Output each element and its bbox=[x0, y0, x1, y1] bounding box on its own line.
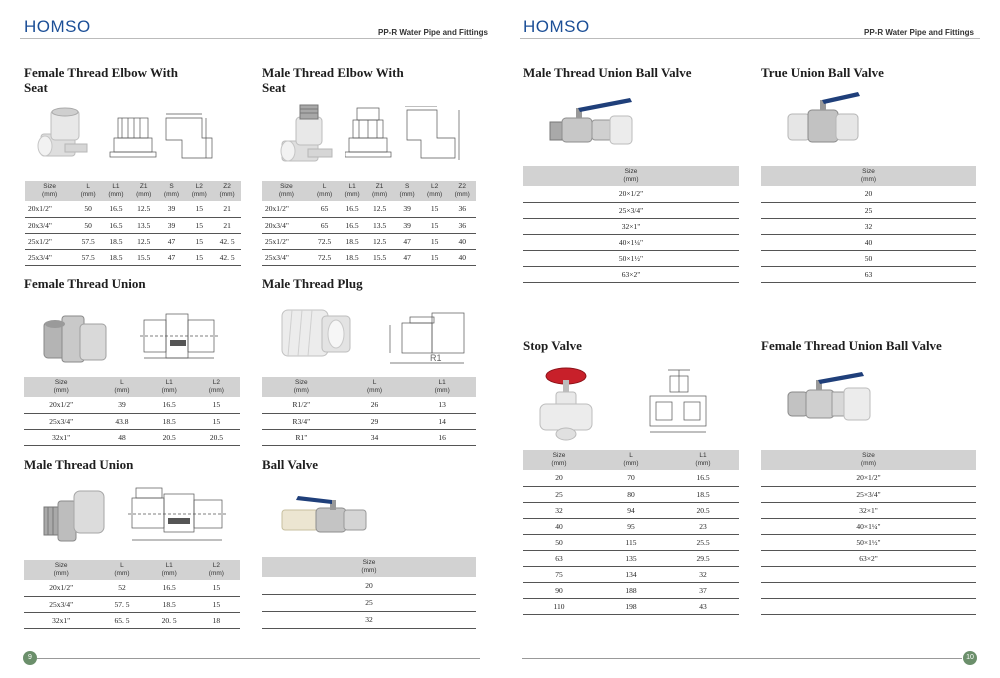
table-row: 63×2" bbox=[761, 550, 976, 566]
table-row: 50 115 25.5 bbox=[523, 534, 739, 550]
table-row: 32x1" 48 20.5 20.5 bbox=[24, 429, 240, 445]
female-thread-union-drawing bbox=[140, 310, 220, 362]
col-header: Z2 (mm) bbox=[213, 181, 241, 201]
male-thread-elbow-photo bbox=[278, 103, 336, 167]
table-header-row bbox=[262, 377, 476, 397]
header-rule-left bbox=[20, 38, 482, 39]
true-union-ball-valve-photo bbox=[786, 90, 866, 146]
table-row: 20x1/2" 39 16.5 15 bbox=[24, 397, 240, 413]
col-header: Size (mm) bbox=[24, 377, 98, 397]
table-row bbox=[761, 598, 976, 614]
table-row: 20x3/4" 65 16.5 13.5 39 15 36 bbox=[262, 217, 476, 233]
spec-table-female-thread-union-ball-valve bbox=[761, 450, 976, 615]
spec-table-male-thread-plug bbox=[262, 377, 476, 446]
section-title-ball-valve: Ball Valve bbox=[262, 457, 318, 472]
female-thread-union-photo bbox=[40, 306, 110, 366]
table-header-row bbox=[262, 557, 476, 577]
col-header: Size (mm) bbox=[761, 166, 976, 186]
series-title-right: PP-R Water Pipe and Fittings bbox=[864, 28, 974, 37]
page-number-left: 9 bbox=[23, 651, 37, 665]
title-line: Male Thread Elbow With bbox=[262, 65, 404, 80]
table-row: 25x1/2" 72.5 18.5 12.5 47 15 40 bbox=[262, 233, 476, 249]
table-row: 20x1/2" 52 16.5 15 bbox=[24, 580, 240, 596]
table-row: R1" 34 16 bbox=[262, 429, 476, 445]
male-thread-plug-photo bbox=[278, 302, 354, 364]
table-row: 63×2" bbox=[523, 266, 739, 282]
brand-logo-right: HOMSO bbox=[523, 17, 590, 36]
male-thread-union-ball-valve-photo bbox=[548, 94, 648, 148]
male-thread-union-photo bbox=[42, 485, 112, 547]
table-row: 110 198 43 bbox=[523, 598, 739, 614]
table-row: 63 135 29.5 bbox=[523, 550, 739, 566]
col-header: L (mm) bbox=[311, 181, 339, 201]
table-row bbox=[761, 566, 976, 582]
table-row: 20x1/2" 50 16.5 12.5 39 15 21 bbox=[25, 201, 241, 217]
table-row: 32×1" bbox=[761, 502, 976, 518]
table-row: 75 134 32 bbox=[523, 566, 739, 582]
table-row: 25x3/4" 57.5 18.5 15.5 47 15 42. 5 bbox=[25, 249, 241, 265]
male-thread-elbow-drawing bbox=[345, 106, 465, 166]
table-row: 40 bbox=[761, 234, 976, 250]
table-row: 20×1/2" bbox=[761, 470, 976, 486]
col-header: L1 (mm) bbox=[667, 450, 739, 470]
table-row: 25 80 18.5 bbox=[523, 486, 739, 502]
table-header-row bbox=[24, 560, 240, 580]
spec-table-ball-valve bbox=[262, 557, 476, 629]
col-header: Size (mm) bbox=[24, 560, 98, 580]
table-row: R1/2" 26 13 bbox=[262, 397, 476, 413]
col-header: L1 (mm) bbox=[102, 181, 130, 201]
page-number-right: 10 bbox=[963, 651, 977, 665]
table-header-row bbox=[761, 450, 976, 470]
spec-table-male-thread-elbow bbox=[262, 181, 476, 266]
table-header-row bbox=[24, 377, 240, 397]
col-header: Size (mm) bbox=[25, 181, 74, 201]
col-header: L (mm) bbox=[341, 377, 409, 397]
table-row: 25x3/4" 57. 5 18.5 15 bbox=[24, 596, 240, 612]
col-header: Z2 (mm) bbox=[448, 181, 476, 201]
col-header: L1 (mm) bbox=[408, 377, 476, 397]
table-row: 20×1/2" bbox=[523, 186, 739, 202]
table-header-row bbox=[262, 181, 476, 201]
table-row: 20x3/4" 50 16.5 13.5 39 15 21 bbox=[25, 217, 241, 233]
col-header: Size (mm) bbox=[262, 377, 341, 397]
section-title-male-thread-union-ball-valve: Male Thread Union Ball Valve bbox=[523, 65, 692, 80]
spec-table-female-thread-elbow bbox=[25, 181, 241, 266]
section-title-stop-valve: Stop Valve bbox=[523, 338, 582, 353]
table-row: 25x1/2" 57.5 18.5 12.5 47 15 42. 5 bbox=[25, 233, 241, 249]
table-row: 25×3/4" bbox=[761, 486, 976, 502]
col-header: L (mm) bbox=[98, 377, 145, 397]
table-row: 32×1" bbox=[523, 218, 739, 234]
spec-table-female-thread-union bbox=[24, 377, 240, 446]
table-row: 32 bbox=[761, 218, 976, 234]
table-row: 25x3/4" 72.5 18.5 15.5 47 15 40 bbox=[262, 249, 476, 265]
col-header: Z1 (mm) bbox=[366, 181, 394, 201]
table-row: 40×1¼" bbox=[761, 518, 976, 534]
svg-text:R1: R1 bbox=[430, 353, 442, 363]
col-header: L2 (mm) bbox=[193, 377, 240, 397]
stop-valve-drawing bbox=[646, 366, 710, 440]
section-title-true-union-ball-valve: True Union Ball Valve bbox=[761, 65, 884, 80]
female-thread-union-ball-valve-photo bbox=[786, 368, 876, 424]
section-title-female-thread-union: Female Thread Union bbox=[24, 276, 146, 291]
table-row: 20x1/2" 65 16.5 12.5 39 15 36 bbox=[262, 201, 476, 217]
table-row: 20 bbox=[761, 186, 976, 202]
table-header-row bbox=[523, 450, 739, 470]
col-header: Z1 (mm) bbox=[130, 181, 158, 201]
spec-table-male-thread-union-ball-valve bbox=[523, 166, 739, 283]
col-header: L2 (mm) bbox=[193, 560, 240, 580]
col-header: L (mm) bbox=[74, 181, 102, 201]
ball-valve-photo bbox=[280, 490, 380, 538]
section-title-female-thread-elbow bbox=[24, 65, 178, 95]
brand-logo-left: HOMSO bbox=[24, 17, 91, 36]
table-header-row bbox=[761, 166, 976, 186]
table-row: 25 bbox=[761, 202, 976, 218]
table-row: 32x1" 65. 5 20. 5 18 bbox=[24, 612, 240, 628]
title-line: Seat bbox=[24, 80, 48, 95]
title-line: Female Thread Elbow With bbox=[24, 65, 178, 80]
section-title-male-thread-union: Male Thread Union bbox=[24, 457, 134, 472]
table-row: 50×1½" bbox=[761, 534, 976, 550]
col-header: L1 (mm) bbox=[338, 181, 366, 201]
header-rule-right bbox=[520, 38, 980, 39]
series-title-left: PP-R Water Pipe and Fittings bbox=[378, 28, 488, 37]
table-row: 50 bbox=[761, 250, 976, 266]
col-header: Size (mm) bbox=[262, 557, 476, 577]
col-header: Size (mm) bbox=[523, 166, 739, 186]
col-header: Size (mm) bbox=[761, 450, 976, 470]
table-row: 20 70 16.5 bbox=[523, 470, 739, 486]
col-header: L (mm) bbox=[595, 450, 667, 470]
col-header: L2 (mm) bbox=[185, 181, 213, 201]
spec-table-true-union-ball-valve bbox=[761, 166, 976, 283]
table-row: 32 bbox=[262, 611, 476, 628]
table-header-row bbox=[523, 166, 739, 186]
section-title-male-thread-plug: Male Thread Plug bbox=[262, 276, 363, 291]
table-row: 25x3/4" 43.8 18.5 15 bbox=[24, 413, 240, 429]
table-row: 40 95 23 bbox=[523, 518, 739, 534]
spec-table-male-thread-union bbox=[24, 560, 240, 629]
stop-valve-photo bbox=[536, 364, 596, 444]
female-thread-elbow-photo bbox=[35, 104, 90, 166]
table-row: 25 bbox=[262, 594, 476, 611]
col-header: Size (mm) bbox=[262, 181, 311, 201]
female-thread-elbow-drawing bbox=[108, 106, 218, 164]
table-header-row bbox=[25, 181, 241, 201]
section-title-female-thread-union-ball-valve: Female Thread Union Ball Valve bbox=[761, 338, 942, 353]
col-header: Size (mm) bbox=[523, 450, 595, 470]
footer-rule-right bbox=[522, 658, 962, 659]
table-row: 63 bbox=[761, 266, 976, 282]
spec-table-stop-valve bbox=[523, 450, 739, 615]
col-header: L2 (mm) bbox=[421, 181, 449, 201]
section-title-male-thread-elbow bbox=[262, 65, 404, 95]
table-row: 90 188 37 bbox=[523, 582, 739, 598]
col-header: S (mm) bbox=[393, 181, 421, 201]
table-row: R3/4" 29 14 bbox=[262, 413, 476, 429]
table-row: 20 bbox=[262, 577, 476, 594]
table-row bbox=[761, 582, 976, 598]
col-header: L (mm) bbox=[98, 560, 145, 580]
title-line: Seat bbox=[262, 80, 286, 95]
male-thread-plug-drawing bbox=[382, 303, 472, 369]
male-thread-union-drawing bbox=[128, 484, 228, 550]
col-header: L1 (mm) bbox=[146, 560, 193, 580]
table-row: 25×3/4" bbox=[523, 202, 739, 218]
col-header: S (mm) bbox=[158, 181, 186, 201]
table-row: 50×1½" bbox=[523, 250, 739, 266]
table-row: 40×1¼" bbox=[523, 234, 739, 250]
footer-rule-left bbox=[37, 658, 480, 659]
table-row: 32 94 20.5 bbox=[523, 502, 739, 518]
col-header: L1 (mm) bbox=[146, 377, 193, 397]
